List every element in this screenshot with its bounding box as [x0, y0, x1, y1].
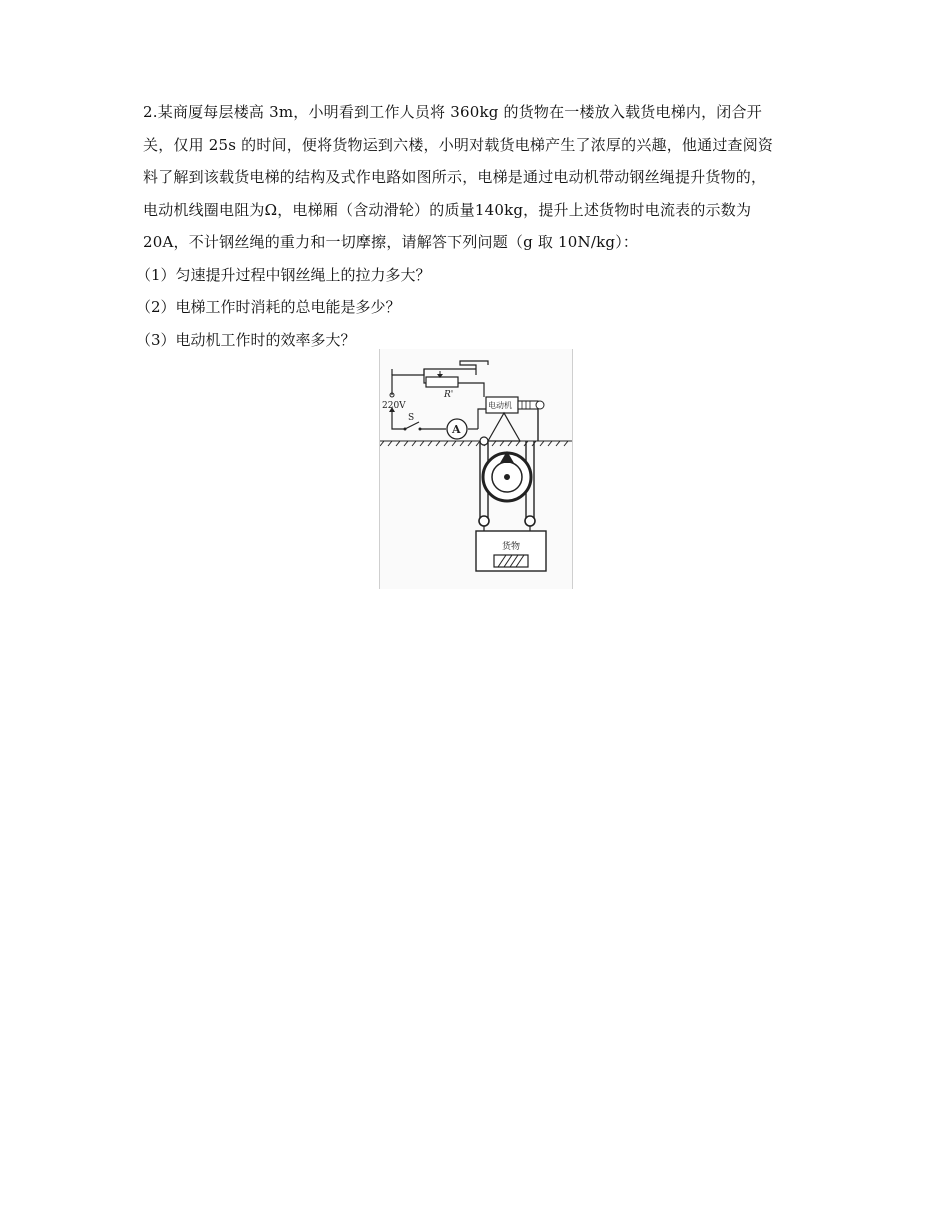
sub-question-3: （3）电动机工作时的效率多大？	[136, 330, 356, 349]
sub-question-2: （2）电梯工作时消耗的总电能是多少？	[136, 298, 401, 316]
question-line-3: 料了解到该载货电梯的结构及式作电路如图所示，电梯是通过电动机带动钢丝绳提升货物的，	[143, 168, 767, 186]
sub-question-list	[136, 259, 813, 357]
sub-question-1: （1）匀速提升过程中钢丝绳上的拉力多大？	[136, 265, 431, 284]
rheostat-label: R'	[444, 390, 454, 400]
question-line-2: 关，仅用 25s 的时间，便将货物运到六楼，小明对载货电梯产生了浓厚的兴趣，他通过查阅资	[143, 135, 774, 154]
rheostat	[426, 371, 458, 387]
ground-line	[380, 441, 572, 446]
cargo-label: 货物	[502, 542, 521, 552]
elevator-circuit-figure	[379, 349, 573, 589]
switch	[404, 422, 422, 431]
elevator-diagram	[380, 349, 572, 589]
question-line-5: 20A，不计钢丝绳的重力和一切摩擦，请解答下列问题（g 取 10N/kg）：	[143, 233, 639, 251]
question-line-4: 电动机线圈电阻为Ω，电梯厢（含动滑轮）的质量140kg，提升上述货物时电流表的示数为	[143, 200, 752, 219]
car-pulleys	[479, 516, 535, 531]
fixed-pulley-mount	[480, 413, 520, 445]
movable-pulley	[483, 451, 531, 501]
switch-label: S	[408, 413, 415, 423]
question-block	[136, 96, 813, 356]
ammeter-label: A	[452, 423, 461, 436]
question-line-1: 2.某商厦每层楼高 3m，小明看到工作人员将 360kg 的货物在一楼放入载货电梯内，闭合开	[143, 103, 762, 121]
motor-label: 电动机	[488, 401, 512, 410]
voltage-label: 220V	[382, 401, 406, 411]
